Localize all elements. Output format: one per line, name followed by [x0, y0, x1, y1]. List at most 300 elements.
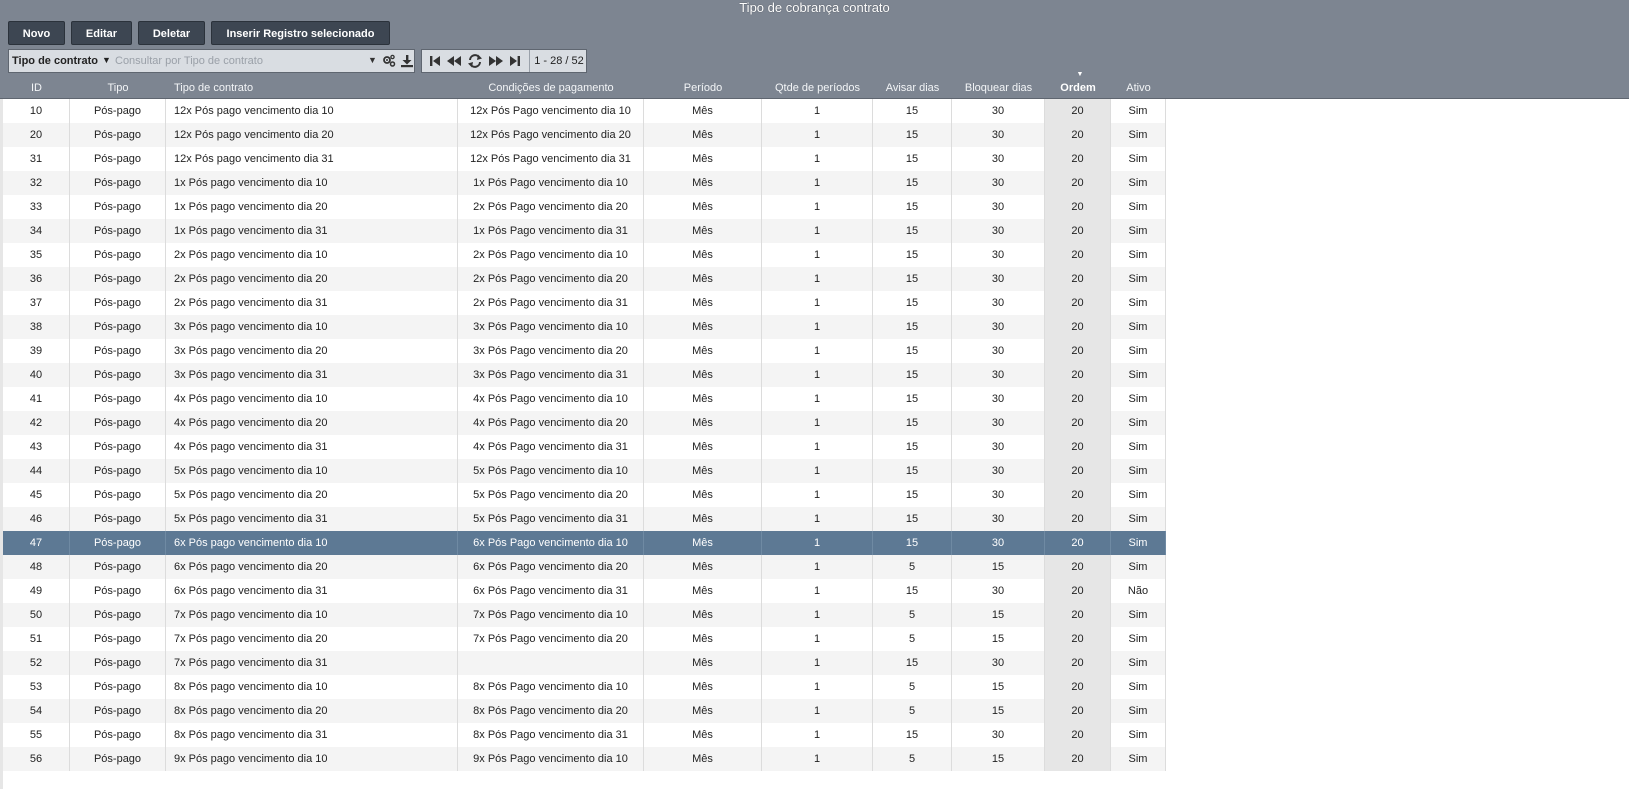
cell-id: 37 — [3, 291, 70, 315]
cell-condicoes-de-pagamento: 9x Pós Pago vencimento dia 10 — [458, 747, 644, 771]
cell-qtde-de-periodos: 1 — [762, 603, 873, 627]
cell-periodo: Mês — [644, 267, 762, 291]
cell-periodo: Mês — [644, 723, 762, 747]
cell-condicoes-de-pagamento: 5x Pós Pago vencimento dia 31 — [458, 507, 644, 531]
cell-periodo: Mês — [644, 411, 762, 435]
cell-id: 50 — [3, 603, 70, 627]
cell-avisar-dias: 15 — [873, 171, 952, 195]
table-row[interactable] — [3, 507, 1166, 531]
cell-avisar-dias: 15 — [873, 195, 952, 219]
cell-periodo: Mês — [644, 387, 762, 411]
table-row[interactable] — [3, 483, 1166, 507]
cell-ordem: 20 — [1045, 195, 1111, 219]
cell-bloquear-dias: 30 — [952, 507, 1045, 531]
cell-bloquear-dias: 15 — [952, 627, 1045, 651]
cell-id: 52 — [3, 651, 70, 675]
cell-avisar-dias: 15 — [873, 267, 952, 291]
table-row[interactable] — [3, 315, 1166, 339]
cell-avisar-dias: 15 — [873, 123, 952, 147]
cell-bloquear-dias: 30 — [952, 363, 1045, 387]
cell-avisar-dias: 15 — [873, 243, 952, 267]
cell-ativo: Sim — [1111, 723, 1166, 747]
insert-selected-record-button[interactable]: Inserir Registro selecionado — [211, 21, 390, 45]
delete-button[interactable]: Deletar — [138, 21, 205, 45]
col-header-tipo-de-contrato[interactable]: Tipo de contrato — [174, 82, 254, 94]
cell-id: 38 — [3, 315, 70, 339]
last-page-icon[interactable] — [507, 53, 523, 69]
table-row[interactable] — [3, 531, 1166, 555]
cell-qtde-de-periodos: 1 — [762, 195, 873, 219]
cell-qtde-de-periodos: 1 — [762, 555, 873, 579]
cell-tipo-de-contrato: 5x Pós pago vencimento dia 10 — [166, 459, 458, 483]
next-page-icon[interactable] — [488, 53, 504, 69]
table-row[interactable] — [3, 99, 1166, 123]
cell-tipo-de-contrato: 9x Pós pago vencimento dia 10 — [166, 747, 458, 771]
cell-qtde-de-periodos: 1 — [762, 315, 873, 339]
table-row[interactable] — [3, 339, 1166, 363]
col-header-id[interactable]: ID — [31, 82, 42, 94]
download-icon[interactable] — [400, 53, 414, 69]
cell-condicoes-de-pagamento: 3x Pós Pago vencimento dia 10 — [458, 315, 644, 339]
cell-tipo-de-contrato: 8x Pós pago vencimento dia 20 — [166, 699, 458, 723]
cell-ordem: 20 — [1045, 219, 1111, 243]
cell-condicoes-de-pagamento: 4x Pós Pago vencimento dia 20 — [458, 411, 644, 435]
cell-tipo: Pós-pago — [70, 363, 166, 387]
cell-bloquear-dias: 15 — [952, 603, 1045, 627]
cell-ordem: 20 — [1045, 147, 1111, 171]
cell-id: 40 — [3, 363, 70, 387]
cell-ativo: Não — [1111, 579, 1166, 603]
cell-tipo-de-contrato: 4x Pós pago vencimento dia 10 — [166, 387, 458, 411]
cell-periodo: Mês — [644, 339, 762, 363]
cell-bloquear-dias: 30 — [952, 483, 1045, 507]
window-title: Tipo de cobrança contrato — [739, 0, 890, 15]
col-header-tipo[interactable]: Tipo — [107, 82, 129, 94]
search-dropdown-icon[interactable]: ▼ — [368, 55, 377, 65]
top-toolbar — [0, 0, 1629, 99]
cell-avisar-dias: 15 — [873, 147, 952, 171]
table-row[interactable] — [3, 363, 1166, 387]
cell-condicoes-de-pagamento: 5x Pós Pago vencimento dia 20 — [458, 483, 644, 507]
cell-ativo: Sim — [1111, 555, 1166, 579]
cell-condicoes-de-pagamento: 12x Pós Pago vencimento dia 10 — [458, 99, 644, 123]
cell-ativo: Sim — [1111, 435, 1166, 459]
page-info: 1 - 28 / 52 — [529, 50, 588, 72]
edit-button[interactable]: Editar — [71, 21, 132, 45]
cell-ordem: 20 — [1045, 507, 1111, 531]
cell-tipo-de-contrato: 7x Pós pago vencimento dia 10 — [166, 603, 458, 627]
table-row[interactable] — [3, 387, 1166, 411]
cell-avisar-dias: 5 — [873, 555, 952, 579]
cell-qtde-de-periodos: 1 — [762, 651, 873, 675]
cell-tipo: Pós-pago — [70, 99, 166, 123]
cell-avisar-dias: 15 — [873, 411, 952, 435]
cell-tipo: Pós-pago — [70, 651, 166, 675]
cell-periodo: Mês — [644, 363, 762, 387]
cell-avisar-dias: 15 — [873, 99, 952, 123]
cell-condicoes-de-pagamento: 8x Pós Pago vencimento dia 31 — [458, 723, 644, 747]
cell-tipo: Pós-pago — [70, 723, 166, 747]
cell-periodo: Mês — [644, 675, 762, 699]
cell-tipo-de-contrato: 6x Pós pago vencimento dia 31 — [166, 579, 458, 603]
cell-condicoes-de-pagamento: 2x Pós Pago vencimento dia 10 — [458, 243, 644, 267]
cell-ativo: Sim — [1111, 291, 1166, 315]
cell-tipo: Pós-pago — [70, 315, 166, 339]
cell-ordem: 20 — [1045, 723, 1111, 747]
cell-ordem: 20 — [1045, 339, 1111, 363]
table-row[interactable] — [3, 435, 1166, 459]
cell-avisar-dias: 15 — [873, 339, 952, 363]
cell-tipo: Pós-pago — [70, 171, 166, 195]
cell-tipo: Pós-pago — [70, 243, 166, 267]
cell-avisar-dias: 5 — [873, 747, 952, 771]
gears-icon[interactable] — [382, 53, 396, 69]
cell-condicoes-de-pagamento: 7x Pós Pago vencimento dia 20 — [458, 627, 644, 651]
cell-tipo-de-contrato: 4x Pós pago vencimento dia 20 — [166, 411, 458, 435]
cell-periodo: Mês — [644, 699, 762, 723]
cell-ordem: 20 — [1045, 387, 1111, 411]
cell-tipo-de-contrato: 3x Pós pago vencimento dia 31 — [166, 363, 458, 387]
cell-ordem: 20 — [1045, 243, 1111, 267]
cell-avisar-dias: 5 — [873, 675, 952, 699]
chevron-down-icon[interactable]: ▼ — [102, 55, 111, 65]
cell-ordem: 20 — [1045, 603, 1111, 627]
cell-avisar-dias: 15 — [873, 483, 952, 507]
cell-avisar-dias: 15 — [873, 459, 952, 483]
cell-avisar-dias: 15 — [873, 315, 952, 339]
table-row[interactable] — [3, 147, 1166, 171]
cell-ordem: 20 — [1045, 675, 1111, 699]
cell-tipo-de-contrato: 12x Pós pago vencimento dia 10 — [166, 99, 458, 123]
cell-periodo: Mês — [644, 579, 762, 603]
cell-ativo: Sim — [1111, 747, 1166, 771]
cell-tipo: Pós-pago — [70, 507, 166, 531]
col-header-ativo[interactable]: Ativo — [1126, 82, 1151, 94]
cell-ativo: Sim — [1111, 627, 1166, 651]
cell-condicoes-de-pagamento: 3x Pós Pago vencimento dia 31 — [458, 363, 644, 387]
cell-ativo: Sim — [1111, 147, 1166, 171]
cell-ordem: 20 — [1045, 411, 1111, 435]
cell-avisar-dias: 15 — [873, 363, 952, 387]
cell-qtde-de-periodos: 1 — [762, 723, 873, 747]
cell-ativo: Sim — [1111, 195, 1166, 219]
cell-ordem: 20 — [1045, 171, 1111, 195]
search-input[interactable] — [112, 52, 366, 70]
cell-id: 53 — [3, 675, 70, 699]
cell-qtde-de-periodos: 1 — [762, 627, 873, 651]
cell-ativo: Sim — [1111, 387, 1166, 411]
cell-ordem: 20 — [1045, 627, 1111, 651]
cell-bloquear-dias: 15 — [952, 675, 1045, 699]
cell-ativo: Sim — [1111, 507, 1166, 531]
cell-avisar-dias: 15 — [873, 387, 952, 411]
col-header-avisar-dias[interactable]: Avisar dias — [885, 82, 940, 94]
cell-periodo: Mês — [644, 195, 762, 219]
cell-qtde-de-periodos: 1 — [762, 99, 873, 123]
cell-tipo: Pós-pago — [70, 483, 166, 507]
cell-ativo: Sim — [1111, 219, 1166, 243]
table-row[interactable] — [3, 699, 1166, 723]
col-header-bloquear-dias[interactable]: Bloquear dias — [964, 82, 1033, 94]
cell-avisar-dias: 5 — [873, 603, 952, 627]
new-button[interactable]: Novo — [8, 21, 65, 45]
cell-bloquear-dias: 30 — [952, 531, 1045, 555]
cell-ordem: 20 — [1045, 459, 1111, 483]
cell-bloquear-dias: 30 — [952, 387, 1045, 411]
cell-tipo-de-contrato: 3x Pós pago vencimento dia 20 — [166, 339, 458, 363]
cell-condicoes-de-pagamento: 5x Pós Pago vencimento dia 10 — [458, 459, 644, 483]
cell-periodo: Mês — [644, 291, 762, 315]
cell-tipo: Pós-pago — [70, 219, 166, 243]
cell-ativo: Sim — [1111, 603, 1166, 627]
table-row[interactable] — [3, 195, 1166, 219]
cell-id: 35 — [3, 243, 70, 267]
cell-tipo: Pós-pago — [70, 195, 166, 219]
cell-condicoes-de-pagamento — [458, 651, 644, 675]
cell-qtde-de-periodos: 1 — [762, 147, 873, 171]
cell-periodo: Mês — [644, 315, 762, 339]
cell-id: 48 — [3, 555, 70, 579]
cell-condicoes-de-pagamento: 8x Pós Pago vencimento dia 20 — [458, 699, 644, 723]
cell-bloquear-dias: 15 — [952, 555, 1045, 579]
cell-periodo: Mês — [644, 435, 762, 459]
cell-tipo: Pós-pago — [70, 123, 166, 147]
cell-ordem: 20 — [1045, 99, 1111, 123]
cell-tipo: Pós-pago — [70, 747, 166, 771]
cell-avisar-dias: 15 — [873, 651, 952, 675]
cell-tipo-de-contrato: 5x Pós pago vencimento dia 31 — [166, 507, 458, 531]
cell-avisar-dias: 5 — [873, 699, 952, 723]
cell-tipo-de-contrato: 6x Pós pago vencimento dia 20 — [166, 555, 458, 579]
cell-ordem: 20 — [1045, 699, 1111, 723]
cell-ordem: 20 — [1045, 651, 1111, 675]
cell-condicoes-de-pagamento: 7x Pós Pago vencimento dia 10 — [458, 603, 644, 627]
cell-condicoes-de-pagamento: 1x Pós Pago vencimento dia 10 — [458, 171, 644, 195]
table-row[interactable] — [3, 723, 1166, 747]
cell-id: 36 — [3, 267, 70, 291]
cell-periodo: Mês — [644, 243, 762, 267]
cell-ativo: Sim — [1111, 123, 1166, 147]
previous-page-icon[interactable] — [446, 53, 462, 69]
cell-bloquear-dias: 30 — [952, 339, 1045, 363]
cell-qtde-de-periodos: 1 — [762, 171, 873, 195]
cell-qtde-de-periodos: 1 — [762, 219, 873, 243]
cell-tipo-de-contrato: 7x Pós pago vencimento dia 20 — [166, 627, 458, 651]
cell-ativo: Sim — [1111, 483, 1166, 507]
cell-bloquear-dias: 30 — [952, 411, 1045, 435]
cell-bloquear-dias: 30 — [952, 171, 1045, 195]
cell-qtde-de-periodos: 1 — [762, 747, 873, 771]
cell-tipo-de-contrato: 2x Pós pago vencimento dia 10 — [166, 243, 458, 267]
cell-avisar-dias: 15 — [873, 291, 952, 315]
cell-bloquear-dias: 15 — [952, 747, 1045, 771]
cell-ordem: 20 — [1045, 555, 1111, 579]
cell-bloquear-dias: 30 — [952, 651, 1045, 675]
cell-bloquear-dias: 30 — [952, 723, 1045, 747]
pagination — [421, 49, 587, 73]
cell-tipo: Pós-pago — [70, 387, 166, 411]
table-row[interactable] — [3, 459, 1166, 483]
cell-id: 31 — [3, 147, 70, 171]
cell-ativo: Sim — [1111, 315, 1166, 339]
table-row[interactable] — [3, 747, 1166, 771]
cell-bloquear-dias: 30 — [952, 219, 1045, 243]
cell-ativo: Sim — [1111, 243, 1166, 267]
cell-qtde-de-periodos: 1 — [762, 483, 873, 507]
cell-bloquear-dias: 30 — [952, 579, 1045, 603]
table-row[interactable] — [3, 291, 1166, 315]
cell-tipo-de-contrato: 2x Pós pago vencimento dia 20 — [166, 267, 458, 291]
refresh-icon[interactable] — [467, 53, 483, 69]
cell-qtde-de-periodos: 1 — [762, 243, 873, 267]
cell-avisar-dias: 15 — [873, 579, 952, 603]
cell-id: 39 — [3, 339, 70, 363]
cell-periodo: Mês — [644, 651, 762, 675]
cell-condicoes-de-pagamento: 6x Pós Pago vencimento dia 10 — [458, 531, 644, 555]
cell-condicoes-de-pagamento: 2x Pós Pago vencimento dia 20 — [458, 195, 644, 219]
cell-qtde-de-periodos: 1 — [762, 459, 873, 483]
table-row[interactable] — [3, 171, 1166, 195]
table-row[interactable] — [3, 243, 1166, 267]
cell-tipo-de-contrato: 1x Pós pago vencimento dia 10 — [166, 171, 458, 195]
table-row[interactable] — [3, 555, 1166, 579]
cell-periodo: Mês — [644, 123, 762, 147]
cell-ordem: 20 — [1045, 291, 1111, 315]
cell-ativo: Sim — [1111, 411, 1166, 435]
cell-bloquear-dias: 30 — [952, 243, 1045, 267]
cell-ativo: Sim — [1111, 531, 1166, 555]
cell-condicoes-de-pagamento: 4x Pós Pago vencimento dia 31 — [458, 435, 644, 459]
cell-tipo: Pós-pago — [70, 459, 166, 483]
cell-ordem: 20 — [1045, 435, 1111, 459]
table-row[interactable] — [3, 675, 1166, 699]
cell-condicoes-de-pagamento: 8x Pós Pago vencimento dia 10 — [458, 675, 644, 699]
cell-id: 55 — [3, 723, 70, 747]
cell-tipo: Pós-pago — [70, 579, 166, 603]
cell-tipo: Pós-pago — [70, 675, 166, 699]
cell-ativo: Sim — [1111, 99, 1166, 123]
cell-qtde-de-periodos: 1 — [762, 675, 873, 699]
cell-tipo-de-contrato: 1x Pós pago vencimento dia 31 — [166, 219, 458, 243]
cell-ordem: 20 — [1045, 363, 1111, 387]
cell-tipo-de-contrato: 12x Pós pago vencimento dia 31 — [166, 147, 458, 171]
table-row[interactable] — [3, 219, 1166, 243]
table-row[interactable] — [3, 603, 1166, 627]
cell-ativo: Sim — [1111, 339, 1166, 363]
cell-tipo-de-contrato: 8x Pós pago vencimento dia 10 — [166, 675, 458, 699]
cell-tipo: Pós-pago — [70, 147, 166, 171]
cell-ativo: Sim — [1111, 699, 1166, 723]
cell-ativo: Sim — [1111, 459, 1166, 483]
cell-avisar-dias: 15 — [873, 435, 952, 459]
col-header-condicoes-de-pagamento[interactable]: Condições de pagamento — [488, 82, 614, 94]
cell-qtde-de-periodos: 1 — [762, 699, 873, 723]
first-page-icon[interactable] — [427, 53, 443, 69]
cell-periodo: Mês — [644, 507, 762, 531]
cell-periodo: Mês — [644, 627, 762, 651]
cell-bloquear-dias: 30 — [952, 315, 1045, 339]
cell-ativo: Sim — [1111, 267, 1166, 291]
cell-ativo: Sim — [1111, 363, 1166, 387]
cell-qtde-de-periodos: 1 — [762, 411, 873, 435]
cell-bloquear-dias: 30 — [952, 123, 1045, 147]
search-field-selector[interactable]: Tipo de contrato — [12, 55, 98, 67]
col-header-periodo[interactable]: Período — [683, 82, 723, 94]
cell-ordem: 20 — [1045, 123, 1111, 147]
cell-bloquear-dias: 30 — [952, 459, 1045, 483]
cell-qtde-de-periodos: 1 — [762, 435, 873, 459]
table-row[interactable] — [3, 651, 1166, 675]
cell-tipo: Pós-pago — [70, 291, 166, 315]
cell-ativo: Sim — [1111, 675, 1166, 699]
cell-qtde-de-periodos: 1 — [762, 531, 873, 555]
cell-bloquear-dias: 30 — [952, 435, 1045, 459]
table-row[interactable] — [3, 627, 1166, 651]
cell-qtde-de-periodos: 1 — [762, 267, 873, 291]
cell-qtde-de-periodos: 1 — [762, 363, 873, 387]
cell-condicoes-de-pagamento: 6x Pós Pago vencimento dia 31 — [458, 579, 644, 603]
cell-avisar-dias: 15 — [873, 531, 952, 555]
search-bar — [8, 49, 415, 73]
cell-id: 45 — [3, 483, 70, 507]
col-header-qtde-de-periodos[interactable]: Qtde de períodos — [774, 82, 860, 94]
cell-bloquear-dias: 30 — [952, 147, 1045, 171]
cell-bloquear-dias: 30 — [952, 195, 1045, 219]
cell-periodo: Mês — [644, 147, 762, 171]
cell-qtde-de-periodos: 1 — [762, 123, 873, 147]
cell-id: 51 — [3, 627, 70, 651]
table-row[interactable] — [3, 411, 1166, 435]
cell-tipo-de-contrato: 12x Pós pago vencimento dia 20 — [166, 123, 458, 147]
cell-periodo: Mês — [644, 219, 762, 243]
cell-tipo: Pós-pago — [70, 699, 166, 723]
cell-qtde-de-periodos: 1 — [762, 291, 873, 315]
cell-id: 20 — [3, 123, 70, 147]
cell-condicoes-de-pagamento: 4x Pós Pago vencimento dia 10 — [458, 387, 644, 411]
cell-ordem: 20 — [1045, 579, 1111, 603]
cell-periodo: Mês — [644, 171, 762, 195]
cell-condicoes-de-pagamento: 3x Pós Pago vencimento dia 20 — [458, 339, 644, 363]
cell-tipo: Pós-pago — [70, 267, 166, 291]
cell-ativo: Sim — [1111, 171, 1166, 195]
table-row[interactable] — [3, 579, 1166, 603]
cell-avisar-dias: 15 — [873, 723, 952, 747]
cell-ordem: 20 — [1045, 267, 1111, 291]
cell-ordem: 20 — [1045, 483, 1111, 507]
table-row[interactable] — [3, 267, 1166, 291]
cell-tipo-de-contrato: 1x Pós pago vencimento dia 20 — [166, 195, 458, 219]
cell-id: 10 — [3, 99, 70, 123]
cell-periodo: Mês — [644, 531, 762, 555]
table-row[interactable] — [3, 123, 1166, 147]
cell-tipo-de-contrato: 6x Pós pago vencimento dia 10 — [166, 531, 458, 555]
cell-tipo: Pós-pago — [70, 555, 166, 579]
cell-tipo: Pós-pago — [70, 603, 166, 627]
cell-id: 43 — [3, 435, 70, 459]
cell-ordem: 20 — [1045, 531, 1111, 555]
cell-id: 46 — [3, 507, 70, 531]
cell-tipo-de-contrato: 4x Pós pago vencimento dia 31 — [166, 435, 458, 459]
cell-periodo: Mês — [644, 603, 762, 627]
cell-periodo: Mês — [644, 483, 762, 507]
cell-tipo-de-contrato: 2x Pós pago vencimento dia 31 — [166, 291, 458, 315]
cell-tipo: Pós-pago — [70, 531, 166, 555]
cell-tipo: Pós-pago — [70, 627, 166, 651]
cell-bloquear-dias: 15 — [952, 699, 1045, 723]
cell-tipo-de-contrato: 3x Pós pago vencimento dia 10 — [166, 315, 458, 339]
cell-tipo: Pós-pago — [70, 339, 166, 363]
col-header-ordem[interactable]: Ordem — [1060, 82, 1096, 94]
